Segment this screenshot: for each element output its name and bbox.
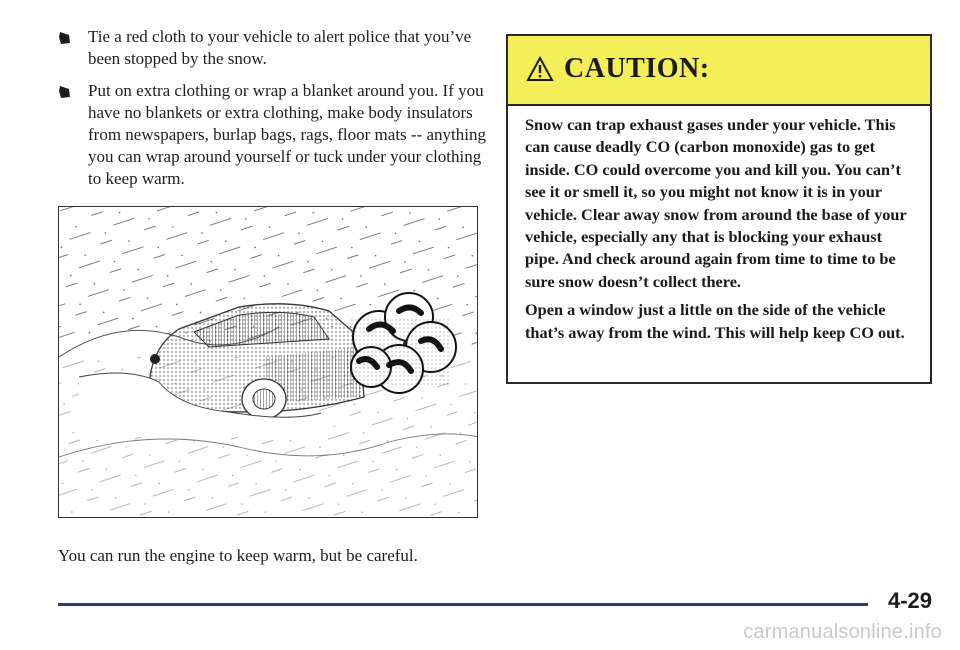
page-number: 4-29 (887, 588, 932, 613)
caution-header (508, 36, 930, 106)
caution-title: CAUTION: (564, 53, 710, 84)
bullet-item (58, 80, 488, 190)
bullet-text: Put on extra clothing or wrap a blanket around you. If you have no blankets or extra clothing, make body insulators from newspapers, burlap bags, rags, floor mats -- anything you can wrap around yourself or tuck under your clothing to keep warm. (88, 81, 486, 188)
caution-box (506, 34, 932, 384)
bullet-item (58, 26, 488, 70)
caution-paragraph: Open a window just a little on the side of the vehicle that’s away from the wind. This will help keep CO out. (525, 300, 905, 342)
bullet-marker-icon (58, 31, 71, 45)
car-in-snow-exhaust-illustration (58, 206, 478, 518)
caution-body (508, 106, 930, 344)
caution-paragraph: Snow can trap exhaust gases under your vehicle. This can cause deadly CO (carbon monoxide) gas to get inside. CO could overcome you and kill you. You can’t see it or smell it, so you might not know it is in your vehicle. Clear away snow from around the base of your vehicle, especially any that is blocking your exhaust pipe. And check around again from time to time to be sure snow doesn’t collect there. (525, 115, 907, 291)
bullet-text: Tie a red cloth to your vehicle to alert police that you’ve been stopped by the snow. (88, 27, 472, 68)
warning-triangle-icon (526, 56, 554, 82)
left-column (58, 26, 488, 200)
bullet-marker-icon (58, 85, 71, 99)
footer-rule (58, 603, 868, 606)
watermark: carmanualsonline.info (743, 621, 942, 643)
bottom-paragraph: You can run the engine to keep warm, but be careful. (58, 546, 418, 565)
